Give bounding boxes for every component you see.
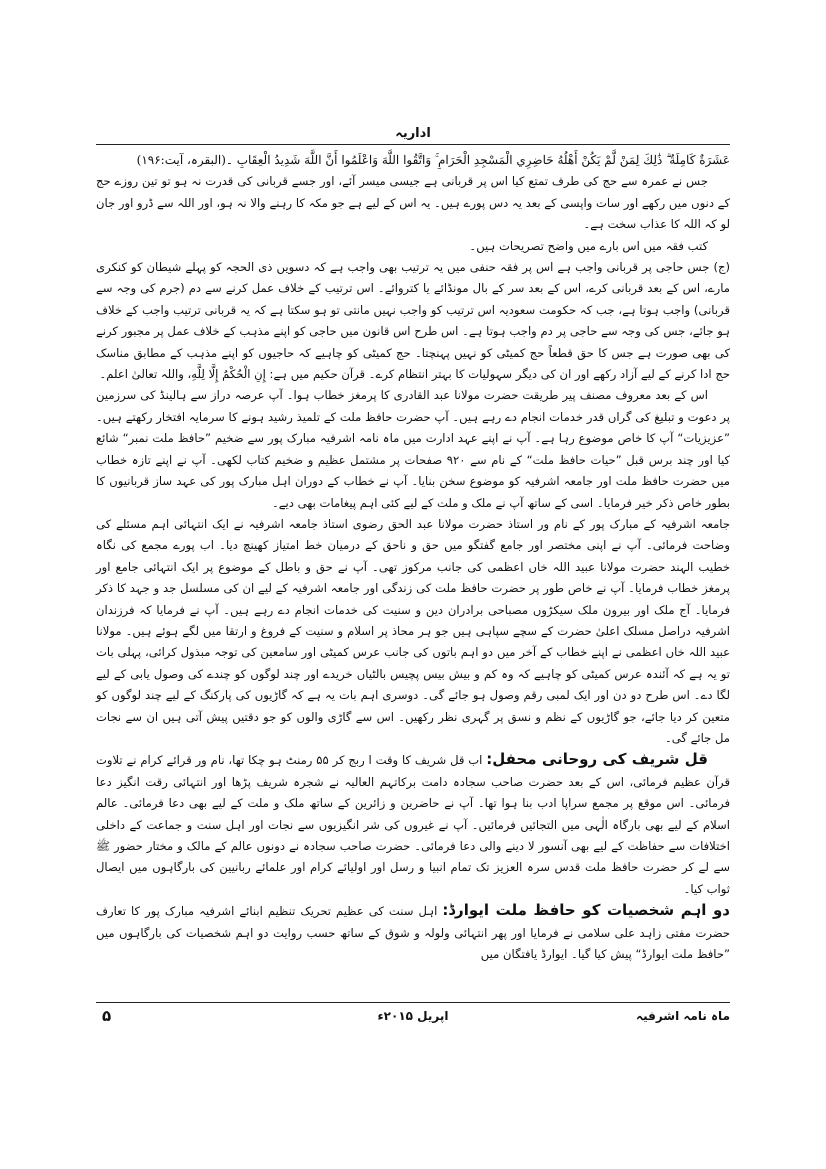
section-heading: قل شریف کی روحانی محفل: bbox=[486, 750, 708, 769]
section-qul bbox=[96, 749, 730, 900]
paragraph: (ج) جس حاجی پر قربانی واجب ہے اس پر فقہ حنفی میں یہ ترتیب بھی واجب ہے کہ دسویں ذی الحجہ کو پہلے شیطان کو کنکری مارے، اس کے بعد قربانی کرے، اس کے بعد سر کے بال مونڈائے یا کتروائے۔ اس ترتیب کے خلاف عمل کرنے سے دم (جرم کی وجہ سے قربانی) واجب ہوتا ہے، جب کہ حکومت سعودیہ اس ترتیب کو واجب نہیں مانتی تو ہو سکتا ہے کہ یہ قربانی ترتیب واجب کے خلاف ہو جائے، جس کی وجہ سے حاجی پر دم واجب ہوتا ہے۔ اس طرح اس قانون میں حاجی کو اپنے مذہب کے خلاف عمل پر مجبور کرنے کی بھی صورت ہے جس کا حق قطعاً حج کمیٹی کو نہیں پہنچتا۔ حج کمیٹی کو چاہیے کہ حاجیوں کو اپنے مذہب کے مطابق مناسک حج ادا کرنے کے لیے آزاد رکھے اور ان کی دیگر سہولیات کا بہتر انتظام کرے۔ قرآن حکیم میں ہے: إِنِ الْحُكْمُ إِلَّا لِلَّهِ، واللہ تعالیٰ اعلم۔ bbox=[96, 260, 730, 382]
header-title: اداریہ bbox=[395, 126, 431, 141]
paragraph: اس کے بعد معروف مصنف پیر طریقت حضرت مولانا عبد القادری کا پرمغز خطاب ہوا۔ آپ عرصہ دراز سے ہالینڈ کی سرزمین پر دعوت و تبلیغ کی گراں قدر خدمات انجام دے رہے ہیں۔ آپ حضرت حافظ ملت کے تلمیذ رشید ہونے کا سرمایہ افتخار رکھتے ہیں۔ ”عزیزیات“ آپ کا خاص موضوع رہا ہے۔ آپ نے اپنے عہد ادارت میں ماہ نامہ اشرفیہ مبارک پور سے ضخیم ”حافظ ملت نمبر“ شائع کیا اور چند برس قبل ”حیات حافظ ملت“ کے نام سے ۹۲۰ صفحات پر مشتمل عظیم و ضخیم کتاب لکھی۔ آپ نے اپنے تازہ خطاب میں حضرت حافظ ملت اور جامعہ اشرفیہ کو موضوع سخن بنایا۔ آپ نے خطاب کے دوران اہل مبارک پور کی عہد ساز قربانیوں کا بطور خاص ذکر خیر فرمایا۔ اسی کے ساتھ آپ نے ملک و ملت کے لیے کئی اہم پیغامات بھی دیے۔ bbox=[96, 388, 730, 510]
section-text: اب قل شریف کا وقت ا ربج کر ۵۵ رمنٹ ہو چکا تھا، نام ور قرائے کرام نے تلاوت قرآن عظیم فرمائی، اس کے بعد حضرت صاحب سجادہ دامت برکاتہم العالیہ نے شجرہ شریف پڑھا اور انتہائی رقت انگیز دعا فرمائی۔ اس موقع پر مجمع سراپا ادب بنا ہوا تھا۔ آپ نے حاضرین و زائرین کے ساتھ ملک و ملت کے لیے بھی دعا فرمائی۔ عالم اسلام کے لیے بھی بارگاہ الٰہی میں التجائیں فرمائیں۔ آپ نے غیروں کی شر انگیزیوں سے نجات اور اہل سنت و جماعت کے داخلی اختلافات سے حفاظت کے لیے بھی آنسور لا دینے والی دعا فرمائی۔ حضرت صاحب سجادہ نے دونوں عالم کے مالک و مختار حضور ﷺ سے لے کر حضرت حافظ ملت قدس سرہ العزیز تک تمام انبیا و رسل اور اولیائے کرام اور علمائے ربانیین کی بارگاہوں میں ایصال ثواب کیا۔ bbox=[96, 753, 730, 896]
section-heading: دو اہم شخصیات کو حافظ ملت ایوارڈ: bbox=[442, 901, 730, 920]
paragraph: جامعہ اشرفیہ کے مبارک پور کے نام ور استاذ حضرت مولانا عبد الحق رضوی استاذ جامعہ اشرفیہ نے ایک انتہائی اہم مسئلے کی وضاحت فرمائی۔ آپ نے اپنی مختصر اور جامع گفتگو میں حق و ناحق کے درمیان خط امتیاز کھینچ دیا۔ اب پورے مجمع کی نگاہ خطیب الہند حضرت مولانا عبید اللہ خاں اعظمی کی جانب مرکوز تھی۔ آپ نے حق و باطل کے موضوع پر ایک انتہائی جامع اور پرمغز خطاب فرمایا۔ آپ نے خاص طور پر حضرت حافظ ملت کی زندگی اور جامعہ اشرفیہ کے لیے ان کی مسلسل جد و جہد کا ذکر فرمایا۔ آج ملک اور بیرون ملک سیکڑوں مصباحی برادران دین و سنیت کی خدمات انجام دے رہے ہیں۔ آپ نے فرمایا کہ فرزندان اشرفیہ دراصل مسلک اعلیٰ حضرت کے سچے سپاہی ہیں جو ہر محاذ پر اسلام و سنیت کے فروغ و ارتقا میں لگے ہوئے ہیں۔ مولانا عبید اللہ خاں اعظمی نے اپنے خطاب کے آخر میں دو اہم باتوں کی جانب عرس کمیٹی اور سامعین کی توجہ مبذول کرائی، پہلی بات تو یہ ہے کہ آئندہ عرس کمیٹی کو چاہیے کہ وہ کم و بیش بیس پچیس بالٹیاں خریدے اور چند لوگوں کو چندے کی وصول یابی کے لیے لگا دے۔ اس طرح دو دن اور ایک لمبی رقم وصول ہو جائے گی۔ دوسری اہم بات یہ ہے کہ گاڑیوں کی پارکنگ کے لیے چند لوگوں کو متعین کر دیا جائے، جو گاڑیوں کے نظم و نسق پر گہری نظر رکھیں۔ اس سے گاڑی والوں کو جو دقتیں پیش آتی ہیں ان سے نجات مل جائے گی۔ bbox=[96, 516, 730, 745]
page-header bbox=[96, 122, 730, 145]
article-body bbox=[96, 150, 730, 965]
footer-date: اپریل ۲۰۱۵ء bbox=[377, 1009, 449, 1023]
page-number: ۵ bbox=[102, 1007, 112, 1025]
page bbox=[96, 122, 730, 1034]
paragraph: جس نے عمرہ سے حج کی طرف تمتع کیا اس پر قربانی ہے جیسی میسر آئے، اور جسے قربانی کی قدرت نہ ہو تو تین روزے حج کے دنوں میں رکھے اور سات واپسی کے بعد یہ دس پورے ہیں۔ یہ اس کے لیے ہے جو مکہ کا رہنے والا نہ ہو، اور اللہ سے ڈرو اور جان لو کہ اللہ کا عذاب سخت ہے۔ bbox=[96, 174, 730, 232]
section-text: اہل سنت کی عظیم تحریک تنظیم ابنائے اشرفیہ مبارک پور کا تعارف حضرت مفتی زاہد علی سلامی نے فرمایا اور پھر انتہائی ولولہ و شوق کے ساتھ حسب روایت دو اہم شخصیات کی بارگاہوں میں ”حافظ ملت ایوارڈ“ پیش کیا گیا۔ ایوارڈ یافتگان میں bbox=[96, 904, 730, 962]
quran-verse: عَشَرَةٌ كَامِلَةٌ ۗ ذَٰلِكَ لِمَنْ لَّمْ يَكُنْ أَهْلُهُ حَاضِرِي الْمَسْجِدِ الْحَرَامِ ۚ وَاتَّقُوا اللَّهَ وَاعْلَمُوا أَنَّ اللَّهَ شَدِيدُ الْعِقَابِ ۔(البقرہ، آیت:۱۹۶) bbox=[136, 153, 730, 167]
footer-magazine-name: ماہ نامہ اشرفیہ bbox=[636, 1009, 730, 1023]
page-footer bbox=[96, 1002, 730, 1033]
paragraph: کتب فقہ میں اس بارے میں واضح تصریحات ہیں۔ bbox=[469, 238, 708, 253]
section-award bbox=[96, 900, 730, 965]
